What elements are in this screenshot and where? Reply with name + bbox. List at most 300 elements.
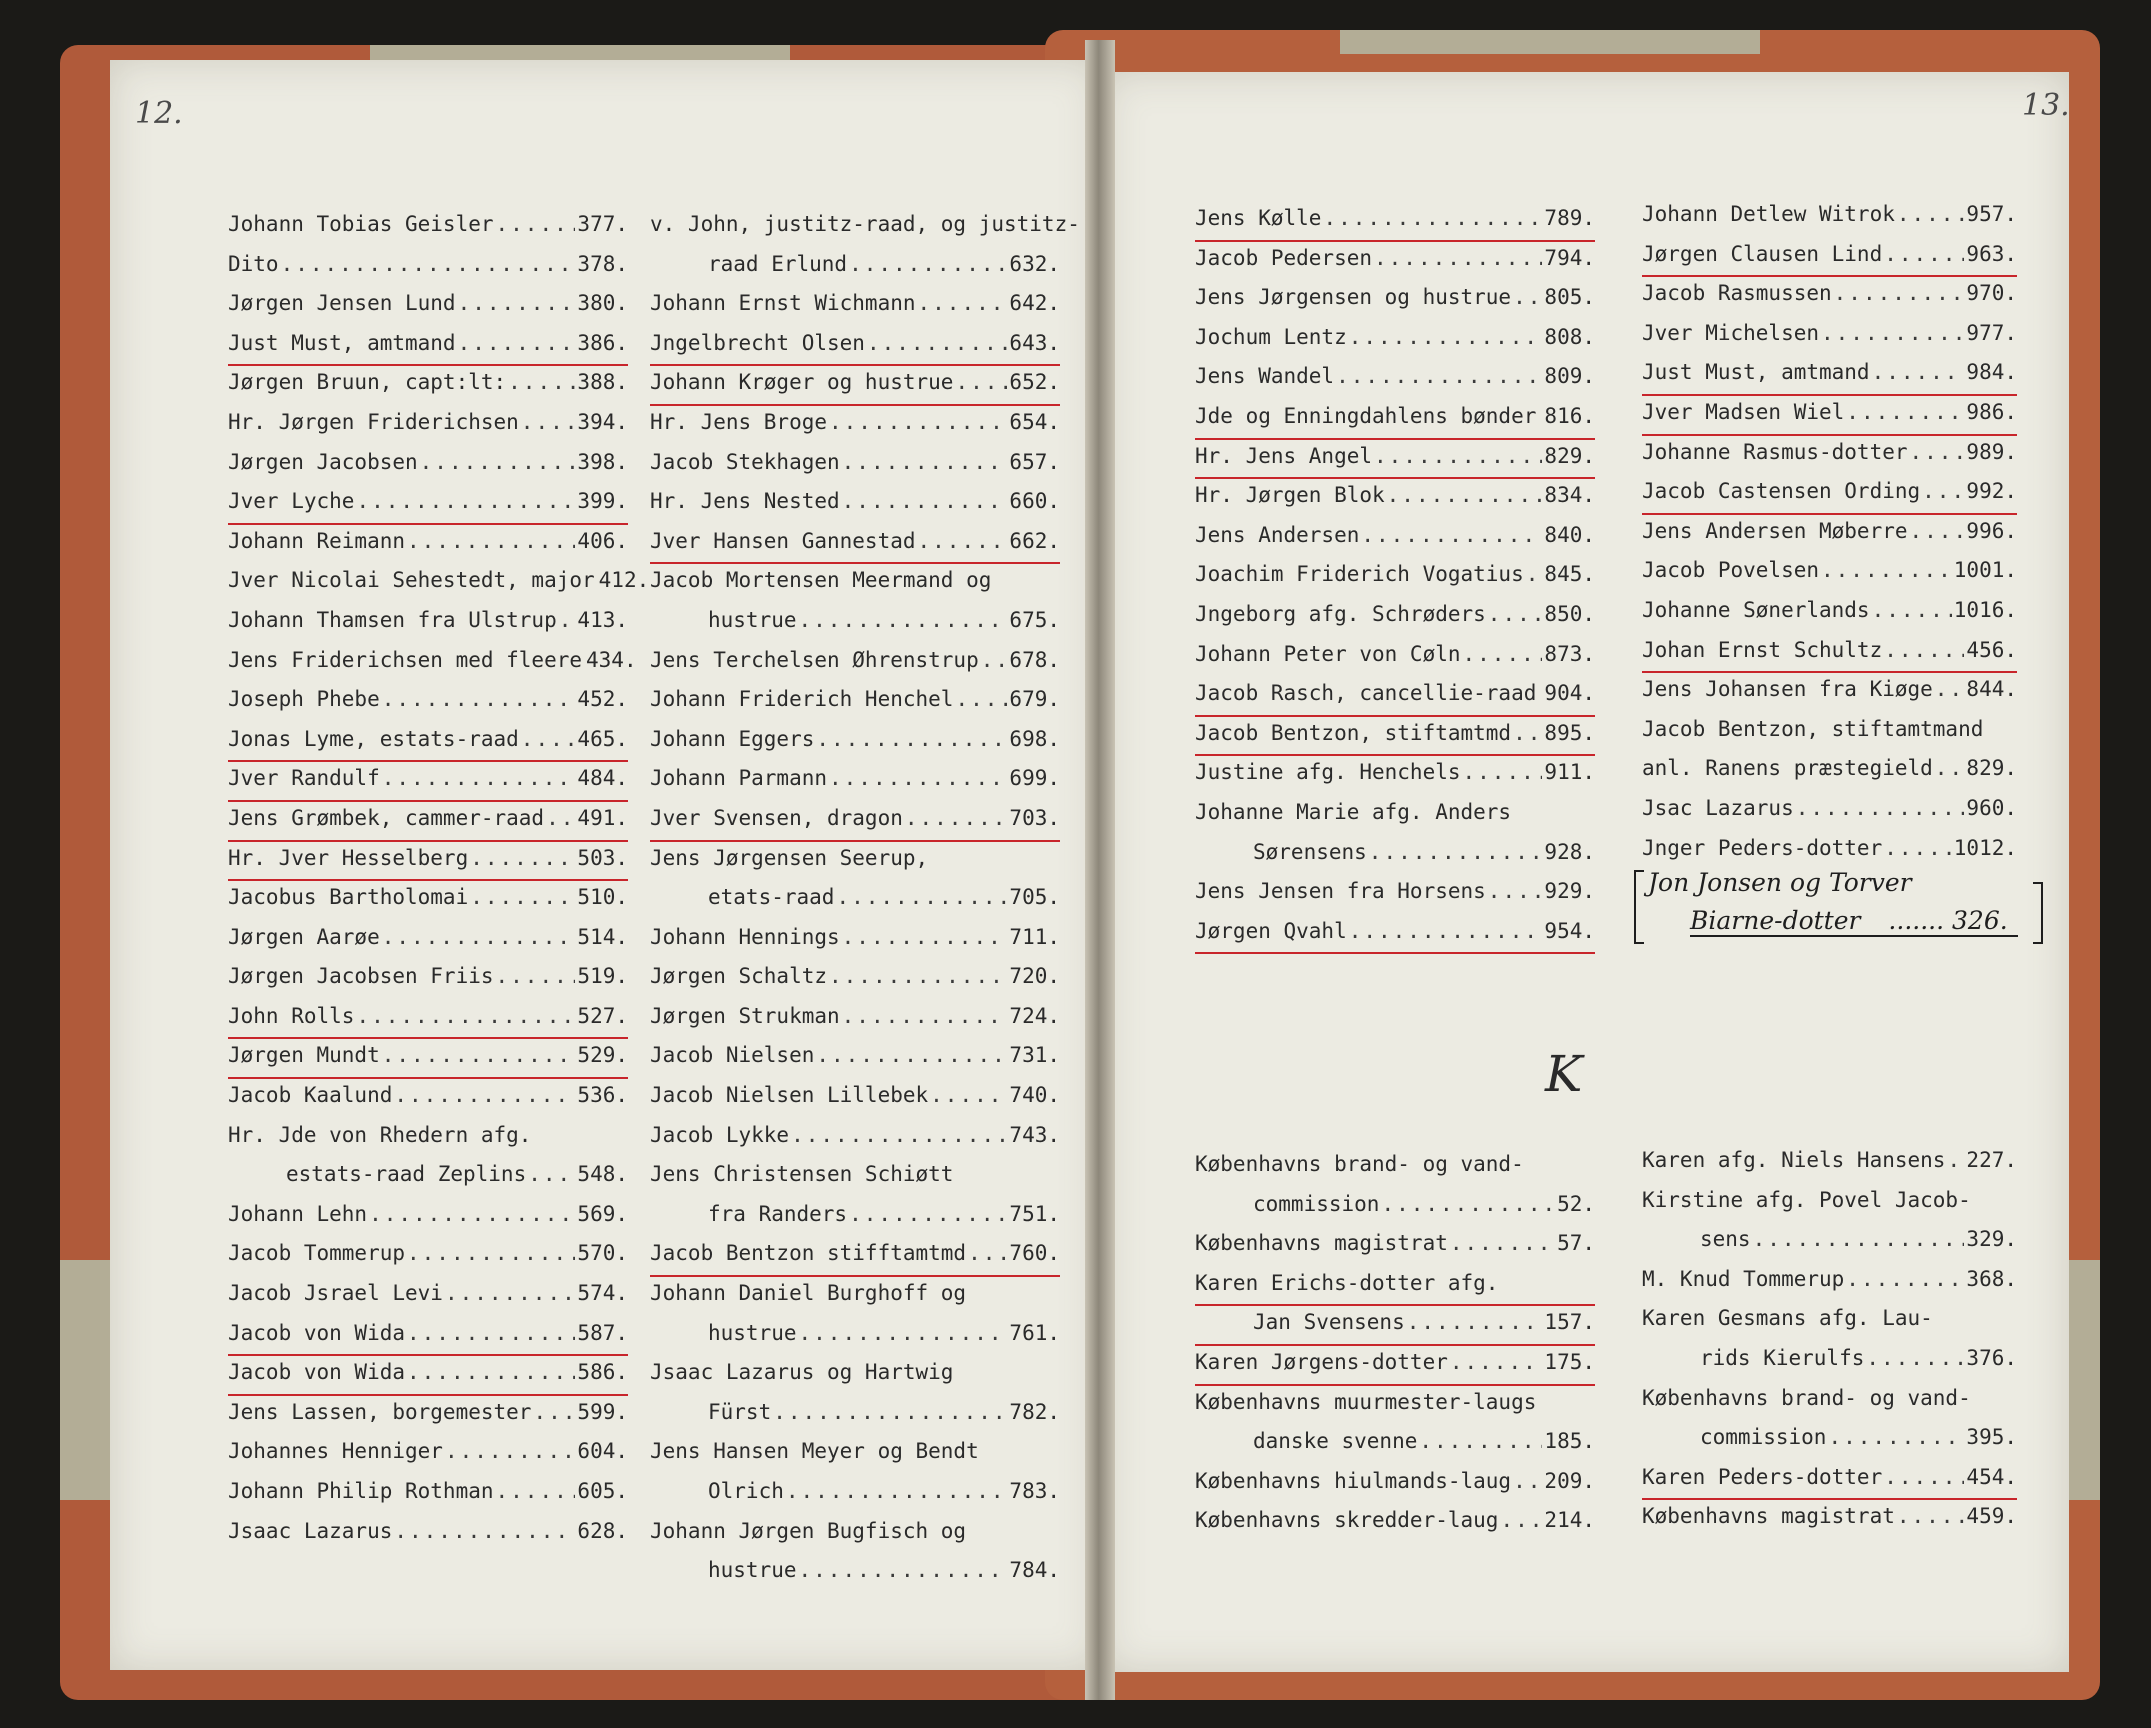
index-entry-page-ref: 698. xyxy=(1009,726,1060,751)
index-entry xyxy=(650,1400,1060,1440)
index-entry-leader-dots xyxy=(1866,1346,1964,1370)
index-entry-name: commission xyxy=(1253,1191,1380,1216)
index-entry-page-ref: 398. xyxy=(577,449,628,474)
index-entry xyxy=(1642,1267,2017,1307)
index-entry xyxy=(1642,1148,2017,1188)
index-entry-name: Københavns brand- og vand- xyxy=(1195,1152,1524,1176)
index-entry-page-ref: 989. xyxy=(1966,439,2017,464)
index-entry xyxy=(228,1439,628,1479)
index-entry-leader-dots xyxy=(799,1321,1008,1345)
index-entry-page-ref: 185. xyxy=(1544,1429,1595,1454)
index-entry xyxy=(650,1162,1060,1202)
index-entry xyxy=(1195,1429,1595,1469)
index-entry xyxy=(650,252,1060,292)
index-entry-name: Jens Christensen Schiøtt xyxy=(650,1162,954,1187)
index-entry-name: Jver Randulf xyxy=(228,766,380,791)
index-entry-leader-dots xyxy=(496,964,576,988)
index-entry xyxy=(1195,285,1595,325)
index-entry-leader-dots xyxy=(1884,1465,1964,1489)
index-entry-leader-dots xyxy=(1538,404,1542,428)
index-entry-page-ref: 604. xyxy=(577,1439,628,1464)
index-entry-leader-dots xyxy=(1821,321,1964,345)
index-entry-page-ref: 395. xyxy=(1966,1425,2017,1450)
handwritten-line-2-text: Biarne-dotter xyxy=(1690,906,1861,935)
index-entry xyxy=(1642,321,2017,361)
index-entry-page-ref: 406. xyxy=(577,528,628,553)
index-entry-leader-dots xyxy=(546,806,575,830)
handwritten-page-ref: 326. xyxy=(1952,906,2008,935)
index-entry-name: Jver Hansen Gannestad xyxy=(650,528,916,553)
index-entry-page-ref: 970. xyxy=(1966,281,2017,306)
index-entry-leader-dots xyxy=(1513,721,1542,745)
index-entry xyxy=(1642,1465,2017,1505)
index-entry-page-ref: 957. xyxy=(1966,202,2017,226)
index-entry xyxy=(1642,202,2017,242)
index-entry-name: Karen Erichs-dotter afg. xyxy=(1195,1270,1499,1295)
index-entry xyxy=(650,1479,1060,1519)
index-entry-page-ref: 977. xyxy=(1966,320,2017,345)
index-entry-page-ref: 840. xyxy=(1544,522,1595,547)
index-entry-leader-dots xyxy=(955,687,1007,711)
index-entry-name: commission xyxy=(1700,1425,1827,1450)
index-entry xyxy=(228,806,628,846)
index-entry-page-ref: 214. xyxy=(1544,1508,1595,1533)
index-entry-leader-dots xyxy=(1884,242,1964,266)
index-entry xyxy=(228,410,628,450)
index-entry xyxy=(228,1400,628,1440)
index-entry-page-ref: 740. xyxy=(1009,1083,1060,1108)
index-entry-page-ref: 527. xyxy=(577,1003,628,1028)
index-entry xyxy=(1642,440,2017,480)
index-entry-page-ref: 574. xyxy=(577,1281,628,1306)
index-entry xyxy=(1195,325,1595,365)
index-entry xyxy=(1642,638,2017,678)
index-entry-leader-dots xyxy=(281,252,576,276)
index-entry-leader-dots xyxy=(1381,1192,1555,1216)
index-entry-leader-dots xyxy=(816,727,1007,751)
index-entry-leader-dots xyxy=(981,648,1008,672)
index-entry xyxy=(228,252,628,292)
index-entry-name: Johann Tobias Geisler xyxy=(228,212,494,236)
cover-cloth-top xyxy=(1340,30,1760,54)
index-entry-leader-dots xyxy=(1488,879,1543,903)
left-page-column-2 xyxy=(650,212,1080,1598)
index-entry-leader-dots xyxy=(1407,1310,1543,1334)
index-entry-leader-dots xyxy=(1374,246,1542,270)
section-letter-k: K xyxy=(1545,1045,1583,1103)
index-entry xyxy=(228,370,628,410)
index-entry-leader-dots xyxy=(955,370,1007,394)
index-entry-page-ref: 587. xyxy=(577,1320,628,1345)
index-entry xyxy=(1642,360,2017,400)
index-entry-page-ref: 1001. xyxy=(1953,558,2017,583)
index-entry-leader-dots xyxy=(470,885,575,909)
index-entry-name: Karen Peders-dotter xyxy=(1642,1464,1883,1489)
index-entry-name: Jørgen Clausen Lind xyxy=(1642,241,1883,266)
index-entry-name: Jsac Lazarus xyxy=(1642,795,1794,820)
index-entry-page-ref: 380. xyxy=(577,291,628,316)
index-entry xyxy=(650,489,1060,529)
index-entry xyxy=(1195,1350,1595,1390)
index-entry-name: Københavns magistrat xyxy=(1642,1504,1895,1529)
index-entry-page-ref: 378. xyxy=(577,251,628,276)
cover-cloth-corner xyxy=(60,1260,112,1500)
index-entry-leader-dots xyxy=(1450,1350,1543,1374)
index-entry-page-ref: 660. xyxy=(1009,489,1060,514)
index-entry-page-ref: 783. xyxy=(1009,1479,1060,1503)
index-entry-page-ref: 652. xyxy=(1009,370,1060,395)
index-entry-name: Københavns magistrat xyxy=(1195,1231,1448,1256)
index-entry-leader-dots xyxy=(559,608,576,632)
index-entry xyxy=(1195,1310,1595,1350)
index-entry xyxy=(228,1162,628,1202)
index-entry xyxy=(650,212,1080,252)
index-entry-name: hustrue xyxy=(708,607,797,632)
index-entry-page-ref: 963. xyxy=(1966,241,2017,266)
index-entry-page-ref: 929. xyxy=(1544,879,1595,904)
index-entry-name: Karen afg. Niels Hansens xyxy=(1642,1148,1946,1172)
index-entry xyxy=(650,370,1060,410)
index-entry xyxy=(228,1241,628,1281)
index-entry xyxy=(1195,919,1595,959)
index-entry xyxy=(650,1281,1060,1321)
index-entry-page-ref: 782. xyxy=(1009,1399,1060,1424)
index-entry-leader-dots xyxy=(356,489,575,513)
index-entry xyxy=(1642,1504,2017,1544)
index-entry-page-ref: 805. xyxy=(1544,285,1595,310)
index-entry-name: John Rolls xyxy=(228,1003,355,1028)
index-entry-leader-dots xyxy=(1323,206,1542,230)
index-entry-leader-dots xyxy=(1374,444,1542,468)
right-page-column-1 xyxy=(1195,206,1595,958)
index-entry-name: Jacob Mortensen Meermand og xyxy=(650,568,992,593)
index-entry-page-ref: 895. xyxy=(1544,720,1595,745)
index-entry-name: Jacob Nielsen Lillebek xyxy=(650,1083,929,1108)
index-entry xyxy=(1195,1271,1595,1311)
index-entry-page-ref: 873. xyxy=(1544,641,1595,666)
index-entry-name: Johanne Sønerlands xyxy=(1642,597,1870,622)
index-entry-name: Københavns hiulmands-laug xyxy=(1195,1468,1512,1493)
index-entry xyxy=(228,1519,628,1559)
index-entry xyxy=(1642,796,2017,836)
index-entry-name: Jonas Lyme, estats-raad xyxy=(228,726,519,751)
index-entry-leader-dots xyxy=(1463,760,1543,784)
index-entry-leader-dots xyxy=(842,489,1008,513)
index-entry-name: Johanne Rasmus-dotter xyxy=(1642,439,1908,464)
index-entry xyxy=(1195,404,1595,444)
index-entry-name: Jørgen Bruun, capt:lt: xyxy=(228,370,507,395)
index-entry-leader-dots xyxy=(1349,919,1543,943)
index-entry xyxy=(650,846,1060,886)
index-entry-leader-dots xyxy=(1846,1267,1964,1291)
index-entry-leader-dots xyxy=(470,846,575,870)
index-entry-name: Jsaac Lazarus og Hartwig xyxy=(650,1360,954,1385)
index-entry-leader-dots xyxy=(918,529,1008,553)
index-entry-name: Johann Krøger og hustrue xyxy=(650,370,954,395)
index-entry-page-ref: 586. xyxy=(577,1360,628,1385)
index-entry-name: Jacob Pedersen xyxy=(1195,245,1373,270)
index-entry-name: Hr. Jver Hesselberg xyxy=(228,845,469,870)
index-entry-name: Jørgen Jensen Lund xyxy=(228,291,456,316)
index-entry-leader-dots xyxy=(918,291,1008,315)
index-entry-leader-dots xyxy=(836,885,1007,909)
index-entry-leader-dots xyxy=(1872,598,1952,622)
index-entry-page-ref: 642. xyxy=(1009,291,1060,316)
index-entry-page-ref: 412. xyxy=(598,568,650,593)
index-entry-leader-dots xyxy=(1753,1227,1965,1251)
index-entry xyxy=(1642,717,2017,757)
index-entry xyxy=(1195,1152,1595,1192)
index-entry xyxy=(650,529,1060,569)
index-entry-page-ref: 911. xyxy=(1544,760,1595,785)
index-entry xyxy=(1195,681,1595,721)
index-entry-name: Johann Detlew Witrok xyxy=(1642,202,1895,226)
index-entry xyxy=(1195,523,1595,563)
index-entry xyxy=(1195,879,1595,919)
index-entry xyxy=(650,1519,1060,1559)
index-entry xyxy=(228,1202,628,1242)
index-entry-leader-dots xyxy=(1935,756,1965,780)
index-entry xyxy=(1642,756,2017,796)
index-entry-leader-dots xyxy=(420,450,576,474)
index-entry-leader-dots xyxy=(528,1162,575,1186)
index-entry xyxy=(650,687,1060,727)
index-entry-leader-dots xyxy=(1834,281,1965,305)
index-entry-name: Jacob von Wida xyxy=(228,1360,406,1385)
index-entry-name: Johann Reimann xyxy=(228,528,406,553)
index-entry-leader-dots xyxy=(867,331,1007,355)
index-entry-name: Jver Michelsen xyxy=(1642,320,1820,345)
index-entry xyxy=(228,925,628,965)
index-entry-leader-dots xyxy=(1922,479,1964,503)
index-entry-leader-dots xyxy=(1884,638,1964,662)
index-entry xyxy=(650,1439,1060,1479)
index-entry-page-ref: 844. xyxy=(1966,677,2017,702)
index-entry-page-ref: 394. xyxy=(577,409,628,434)
index-entry xyxy=(1642,677,2017,717)
index-entry-name: anl. Ranens præstegield xyxy=(1642,756,1933,781)
index-entry-page-ref: 175. xyxy=(1544,1349,1595,1374)
index-entry-page-ref: 510. xyxy=(577,885,628,910)
index-entry-name: hustrue xyxy=(708,1320,797,1345)
index-entry-leader-dots xyxy=(930,1083,1007,1107)
index-entry-leader-dots xyxy=(829,410,1007,434)
index-entry-name: Jacob Kaalund xyxy=(228,1083,393,1108)
index-entry xyxy=(228,647,637,688)
book-spine xyxy=(1085,40,1115,1700)
index-entry xyxy=(1642,598,2017,638)
index-entry-name: Johann Friderich Henchel xyxy=(650,687,954,712)
index-entry xyxy=(1195,444,1595,484)
index-entry-name: rids Kierulfs xyxy=(1700,1345,1865,1370)
index-entry xyxy=(1642,1227,2017,1267)
index-entry xyxy=(228,1321,628,1361)
index-entry-name: Jacob Bentzon stifftamtmd xyxy=(650,1241,967,1266)
index-entry-name: Københavns skredder-laug xyxy=(1195,1508,1499,1533)
index-entry xyxy=(650,1202,1060,1242)
k-section-column-2 xyxy=(1642,1148,2017,1544)
index-entry-page-ref: 434. xyxy=(586,647,637,672)
index-entry-leader-dots xyxy=(1947,1148,1964,1172)
index-entry-page-ref: 731. xyxy=(1009,1043,1060,1068)
index-entry-leader-dots xyxy=(1872,360,1965,384)
index-entry xyxy=(228,687,628,727)
index-entry-page-ref: 599. xyxy=(577,1399,628,1424)
index-entry-page-ref: 329. xyxy=(1966,1227,2017,1252)
index-entry-page-ref: 459. xyxy=(1966,1504,2017,1529)
index-entry-page-ref: 850. xyxy=(1544,601,1595,626)
bracket-open xyxy=(1634,870,1644,944)
right-page-column-2 xyxy=(1642,202,2017,875)
index-entry-page-ref: 227. xyxy=(1966,1148,2017,1172)
index-entry-page-ref: 845. xyxy=(1544,562,1595,587)
index-entry-name: Jochum Lentz xyxy=(1195,324,1347,349)
index-entry-page-ref: 388. xyxy=(577,370,628,395)
index-entry-name: Just Must, amtmand xyxy=(228,330,456,355)
index-entry-name: Københavns muurmester-laugs xyxy=(1195,1389,1537,1414)
index-entry-name: Jens Jørgensen Seerup, xyxy=(650,845,929,870)
index-entry xyxy=(650,925,1060,965)
index-entry-page-ref: 705. xyxy=(1009,885,1060,910)
index-entry xyxy=(1195,246,1595,286)
index-entry xyxy=(228,1479,628,1519)
index-entry-name: Joseph Phebe xyxy=(228,687,380,712)
index-entry-page-ref: 519. xyxy=(577,964,628,989)
index-entry-name: Just Must, amtmand xyxy=(1642,360,1870,385)
index-entry-leader-dots xyxy=(1821,558,1952,582)
index-entry xyxy=(650,806,1060,846)
index-entry xyxy=(228,1123,628,1163)
index-entry-leader-dots xyxy=(1897,202,1965,226)
index-entry xyxy=(1195,206,1595,246)
index-entry xyxy=(1642,400,2017,440)
index-entry xyxy=(1195,602,1595,642)
index-entry-name: Jacob Castensen Ording xyxy=(1642,479,1921,504)
index-entry-page-ref: 794. xyxy=(1544,245,1595,270)
index-entry-name: Jacob Lykke xyxy=(650,1122,790,1147)
index-entry-name: Jens Hansen Meyer og Bendt xyxy=(650,1439,979,1464)
index-entry-name: v. John, justitz-raad, og justitz- xyxy=(650,212,1080,236)
index-entry-leader-dots xyxy=(1796,796,1965,820)
index-entry-page-ref: 157. xyxy=(1544,1310,1595,1335)
index-entry xyxy=(650,1083,1060,1123)
index-entry-leader-dots xyxy=(369,1202,575,1226)
index-entry-name: Jens Wandel xyxy=(1195,364,1335,389)
index-entry-name: Jørgen Jacobsen Friis xyxy=(228,964,494,989)
index-entry-page-ref: 570. xyxy=(577,1241,628,1266)
index-entry-page-ref: 724. xyxy=(1009,1003,1060,1028)
index-entry xyxy=(650,766,1060,806)
index-entry-name: Hr. Jde von Rhedern afg. xyxy=(228,1122,532,1147)
index-entry-name: hustrue xyxy=(708,1558,797,1583)
index-entry-name: fra Randers xyxy=(708,1201,848,1226)
index-entry-page-ref: 954. xyxy=(1544,918,1595,943)
index-entry-leader-dots xyxy=(407,1360,575,1384)
index-entry-page-ref: 720. xyxy=(1009,964,1060,989)
index-entry-leader-dots xyxy=(1349,325,1543,349)
index-entry-page-ref: 784. xyxy=(1009,1558,1060,1583)
index-entry-name: Jørgen Qvahl xyxy=(1195,918,1347,943)
index-entry xyxy=(1195,1192,1595,1232)
index-entry xyxy=(1195,840,1595,880)
index-entry-page-ref: 789. xyxy=(1544,206,1595,230)
index-entry-name: Karen Jørgens-dotter xyxy=(1195,1349,1448,1374)
index-entry-name: Johannes Henniger xyxy=(228,1439,443,1464)
index-entry xyxy=(650,1043,1060,1083)
index-entry-page-ref: 368. xyxy=(1966,1266,2017,1291)
index-entry-name: Sørensens xyxy=(1253,839,1367,864)
index-entry-page-ref: 569. xyxy=(577,1201,628,1226)
index-entry-name: Joachim Friderich Vogatius xyxy=(1195,562,1524,587)
index-entry-page-ref: 52. xyxy=(1557,1191,1595,1216)
index-entry-name: Jacob Nielsen xyxy=(650,1043,815,1068)
index-entry-name: Johanne Marie afg. Anders xyxy=(1195,799,1512,824)
index-entry-name: Jacob Rasch, cancellie-raad xyxy=(1195,681,1537,706)
index-entry-page-ref: 808. xyxy=(1544,324,1595,349)
index-entry-page-ref: 628. xyxy=(577,1518,628,1543)
index-entry-page-ref: 548. xyxy=(577,1162,628,1187)
index-entry-leader-dots xyxy=(1463,642,1543,666)
index-entry xyxy=(228,212,628,252)
bracket-close xyxy=(2033,882,2043,944)
index-entry xyxy=(1642,281,2017,321)
index-entry-name: sens xyxy=(1700,1227,1751,1252)
index-entry-leader-dots xyxy=(1828,1425,1964,1449)
index-entry-name: Kirstine afg. Povel Jacob- xyxy=(1642,1187,1971,1212)
index-entry-page-ref: 703. xyxy=(1009,805,1060,830)
index-entry-name: Jens Jørgensen og hustrue xyxy=(1195,285,1512,310)
index-entry xyxy=(1195,1469,1595,1509)
index-entry-page-ref: 760. xyxy=(1009,1241,1060,1266)
index-entry-page-ref: 960. xyxy=(1966,795,2017,820)
index-entry xyxy=(228,964,628,1004)
index-entry xyxy=(228,608,628,648)
index-entry-name: Hr. Jens Broge xyxy=(650,409,828,434)
index-entry xyxy=(650,1360,1060,1400)
index-entry-page-ref: 751. xyxy=(1009,1201,1060,1226)
index-entry-name: Jver Lyche xyxy=(228,489,355,514)
index-entry-leader-dots xyxy=(1513,285,1542,309)
index-entry-name: M. Knud Tommerup xyxy=(1642,1266,1845,1291)
index-entry xyxy=(650,1241,1060,1281)
index-entry-name: raad Erlund xyxy=(708,251,848,276)
index-entry-name: Johann Eggers xyxy=(650,726,815,751)
k-section-column-1 xyxy=(1195,1152,1595,1548)
index-entry-leader-dots xyxy=(791,1123,1007,1147)
index-entry-leader-dots xyxy=(356,1004,575,1028)
index-entry-leader-dots xyxy=(1336,364,1542,388)
index-entry-page-ref: 57. xyxy=(1557,1231,1595,1256)
index-entry-name: Fürst xyxy=(708,1399,772,1424)
index-entry-page-ref: 829. xyxy=(1966,756,2017,781)
index-entry-leader-dots xyxy=(773,1400,1007,1424)
index-entry-leader-dots xyxy=(786,1479,1008,1503)
index-entry-leader-dots xyxy=(1935,677,1965,701)
index-entry xyxy=(228,489,628,529)
index-entry-page-ref: 413. xyxy=(577,607,628,632)
index-entry-name: Jens Andersen xyxy=(1195,522,1360,547)
index-entry xyxy=(228,1004,628,1044)
index-entry-page-ref: 209. xyxy=(1544,1468,1595,1493)
index-entry-name: Hr. Jørgen Friderichsen xyxy=(228,409,519,434)
index-entry-leader-dots xyxy=(445,1439,575,1463)
index-entry xyxy=(1195,800,1595,840)
index-entry-page-ref: 816. xyxy=(1544,403,1595,428)
index-entry-leader-dots xyxy=(799,608,1008,632)
index-entry-leader-dots xyxy=(1419,1429,1542,1453)
index-entry-name: Johann Lehn xyxy=(228,1201,368,1226)
index-entry-leader-dots xyxy=(816,1043,1007,1067)
